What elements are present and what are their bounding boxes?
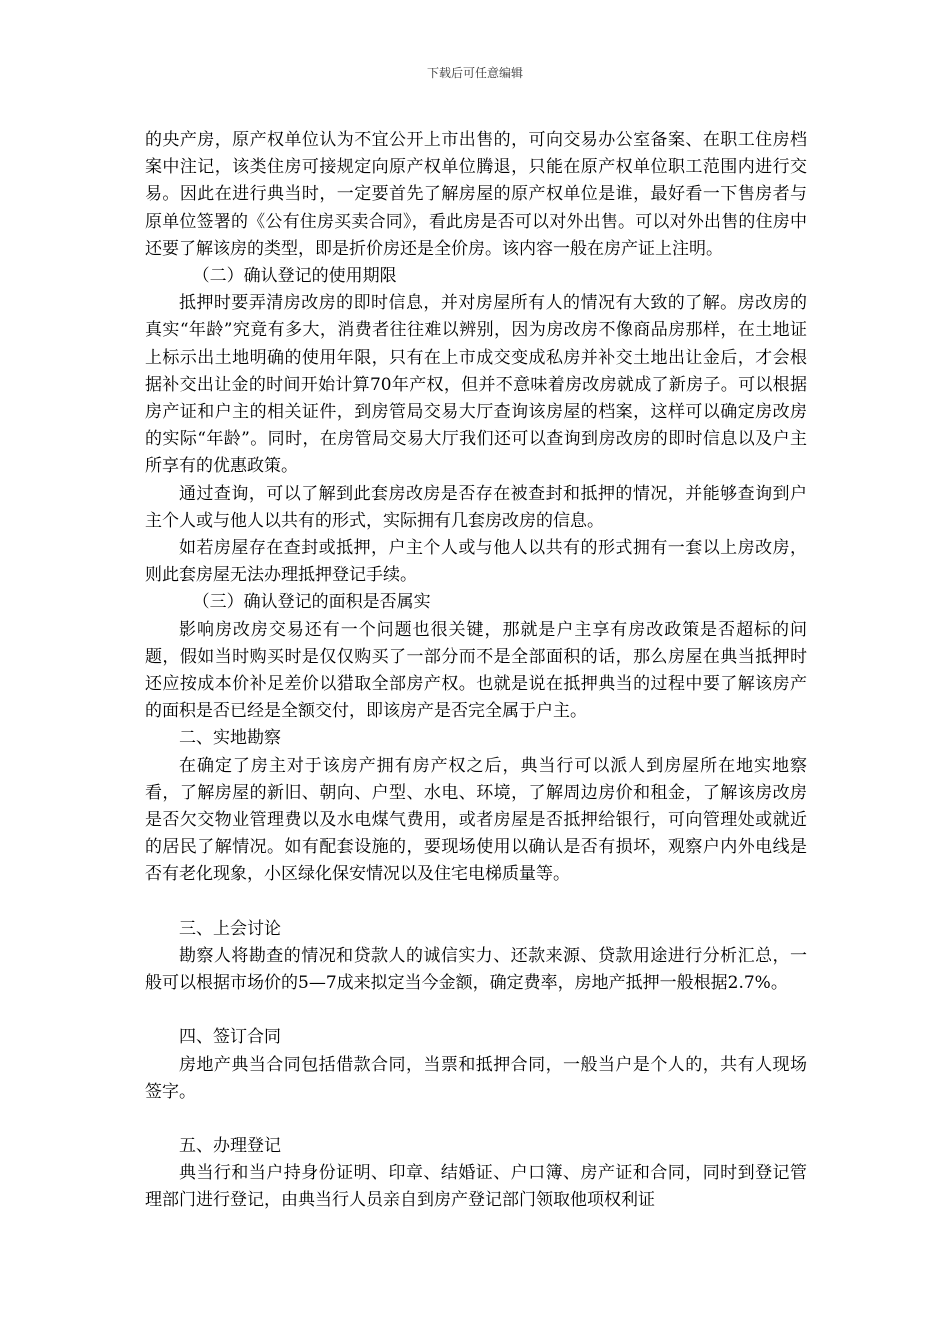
- section-heading-contract: 四、签订合同: [179, 1027, 281, 1048]
- paragraph: 在确定了房主对于该房产拥有房产权之后，典当行可以派人到房屋所在地实地察看，了解房屋的新旧、朝向、户型、水电、环境，了解周边房价和租金，了解该房改房是否欠交物业管理费以及水电煤气费用，或者房屋是否抵押给银行，可向管理处或就近的居民了解情况。如有配套设施的，要现场使用以确认是否有损坏，观察户内外电线是否有老化现象，小区绿化保安情况以及住宅电梯质量等。: [145, 755, 807, 885]
- paragraph: 勘察人将勘查的情况和贷款人的诚信实力、还款来源、贷款用途进行分析汇总，一般可以根据市场价的5—7成来拟定当今金额，确定费率，房地产抵押一般根据2.7%。: [145, 945, 807, 994]
- document-body: [145, 127, 807, 1215]
- paragraph: 影响房改房交易还有一个问题也很关键，那就是户主享有房改政策是否超标的问题，假如当时购买时是仅仅购买了一部分而不是全部面积的话，那么房屋在典当抵押时还应按成本价补足差价以猎取全部房产权。也就是说在抵押典当的过程中要了解该房产的面积是否已经是全额交付，即该房产是否完全属于户主。: [145, 619, 807, 722]
- paragraph: 抵押时要弄清房改房的即时信息，并对房屋所有人的情况有大致的了解。房改房的真实“年龄”究竟有多大，消费者往往难以辨别，因为房改房不像商品房那样，在土地证上标示出土地明确的使用年限，只有在上市成交变成私房并补交土地出让金后，才会根据补交出让金的时间开始计算70年产权，但并不意味着房改房就成了新房子。可以根据房产证和户主的相关证件，到房管局交易大厅查询该房屋的档案，这样可以确定房改房的实际“年龄”。同时，在房管局交易大厅我们还可以查询到房改房的即时信息以及户主所享有的优惠政策。: [145, 293, 807, 477]
- paragraph: 房地产典当合同包括借款合同，当票和抵押合同，一般当户是个人的，共有人现场签字。: [145, 1054, 807, 1102]
- paragraph: 如若房屋存在查封或抵押，户主个人或与他人以共有的形式拥有一套以上房改房，则此套房屋无法办理抵押登记手续。: [145, 538, 807, 586]
- paragraph: 典当行和当户持身份证明、印章、结婚证、户口簿、房产证和合同，同时到登记管理部门进行登记，由典当行人员亲自到房产登记部门领取他项权利证: [145, 1163, 807, 1211]
- subheading-area-verification: （三）确认登记的面积是否属实: [192, 592, 431, 613]
- section-heading-meeting: 三、上会讨论: [179, 918, 281, 939]
- page-header: 下载后可任意编辑: [426, 66, 523, 80]
- section-heading-registration: 五、办理登记: [179, 1135, 281, 1156]
- paragraph-continued: 的央产房，原产权单位认为不宜公开上市出售的，可向交易办公室备案、在职工住房档案中注记，该类住房可接规定向原产权单位腾退，只能在原产权单位职工范围内进行交易。因此在进行典当时，一定要首先了解房屋的原产权单位是谁，最好看一下售房者与原单位签署的《公有住房买卖合同》，看此房是否可以对外出售。可以对外出售的住房中还要了解该房的类型，即是折价房还是全价房。该内容一般在房产证上注明。: [145, 130, 807, 259]
- paragraph: 通过查询，可以了解到此套房改房是否存在被查封和抵押的情况，并能够查询到户主个人或与他人以共有的形式，实际拥有几套房改房的信息。: [145, 483, 807, 531]
- subheading-usage-period: （二）确认登记的使用期限: [192, 266, 397, 287]
- section-heading-site-survey: 二、实地勘察: [179, 728, 281, 749]
